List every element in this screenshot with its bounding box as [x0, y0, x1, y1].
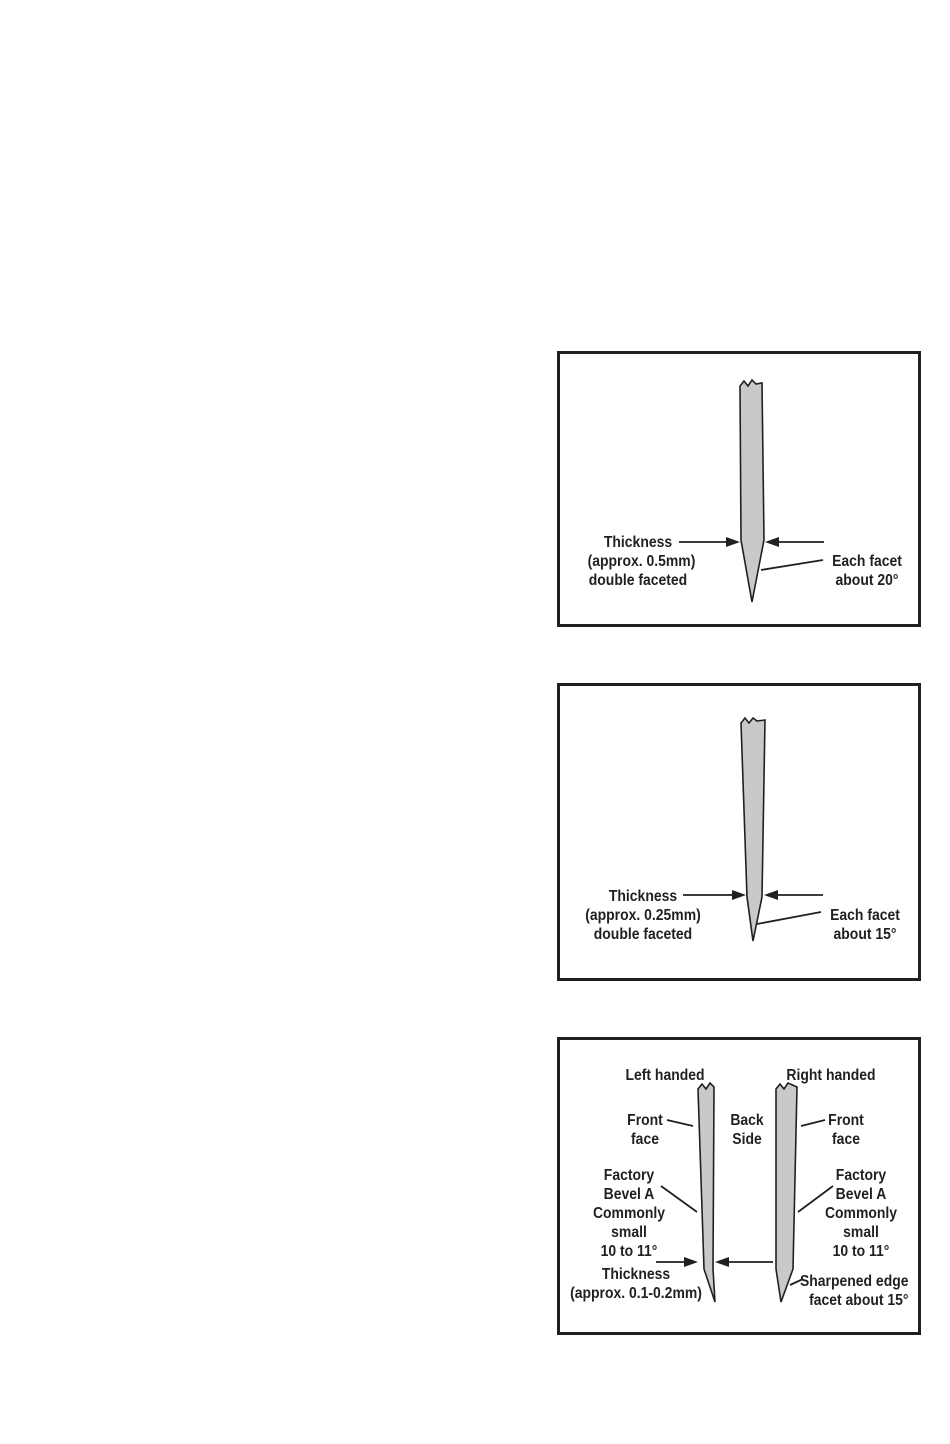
facet-leader-line — [757, 912, 821, 924]
thickness-label: Thickness (approx. 0.1-0.2mm) — [570, 1266, 702, 1302]
diagram-panel-thick-blade — [557, 351, 921, 627]
facet-angle-label: Each facet about 15° — [830, 907, 900, 943]
right-factory-bevel-label: Factory Bevel A Commonly small 10 to 11° — [824, 1167, 898, 1260]
right-handed-blade — [776, 1083, 797, 1302]
right-handed-title: Right handed — [786, 1067, 876, 1084]
diagram-panel-single-bevel — [557, 1037, 921, 1335]
right-front-face-label: Front face — [828, 1112, 864, 1148]
thickness-arrowhead-right — [715, 1257, 729, 1267]
left-front-face-label: Front face — [627, 1112, 663, 1148]
facet-angle-label: Each facet about 20° — [832, 553, 902, 589]
blade-shape — [740, 380, 764, 602]
thickness-arrowhead-right — [765, 537, 779, 547]
left-factory-bevel-label: Factory Bevel A Commonly small 10 to 11° — [592, 1167, 666, 1260]
diagram-panel-thin-blade — [557, 683, 921, 981]
thickness-arrowhead-left — [732, 890, 746, 900]
back-side-label: Back Side — [730, 1112, 764, 1148]
thickness-arrowhead-left — [726, 537, 740, 547]
thickness-arrowhead-right — [764, 890, 778, 900]
facet-leader-line — [761, 560, 823, 570]
thickness-label: Thickness (approx. 0.25mm) double faceted — [585, 888, 701, 943]
thickness-label: Thickness (approx. 0.5mm) double faceted — [587, 534, 696, 589]
blade-shape — [741, 718, 765, 941]
left-handed-title: Left handed — [625, 1067, 705, 1084]
sharpened-edge-label: Sharpened edge facet about 15° — [799, 1273, 909, 1309]
